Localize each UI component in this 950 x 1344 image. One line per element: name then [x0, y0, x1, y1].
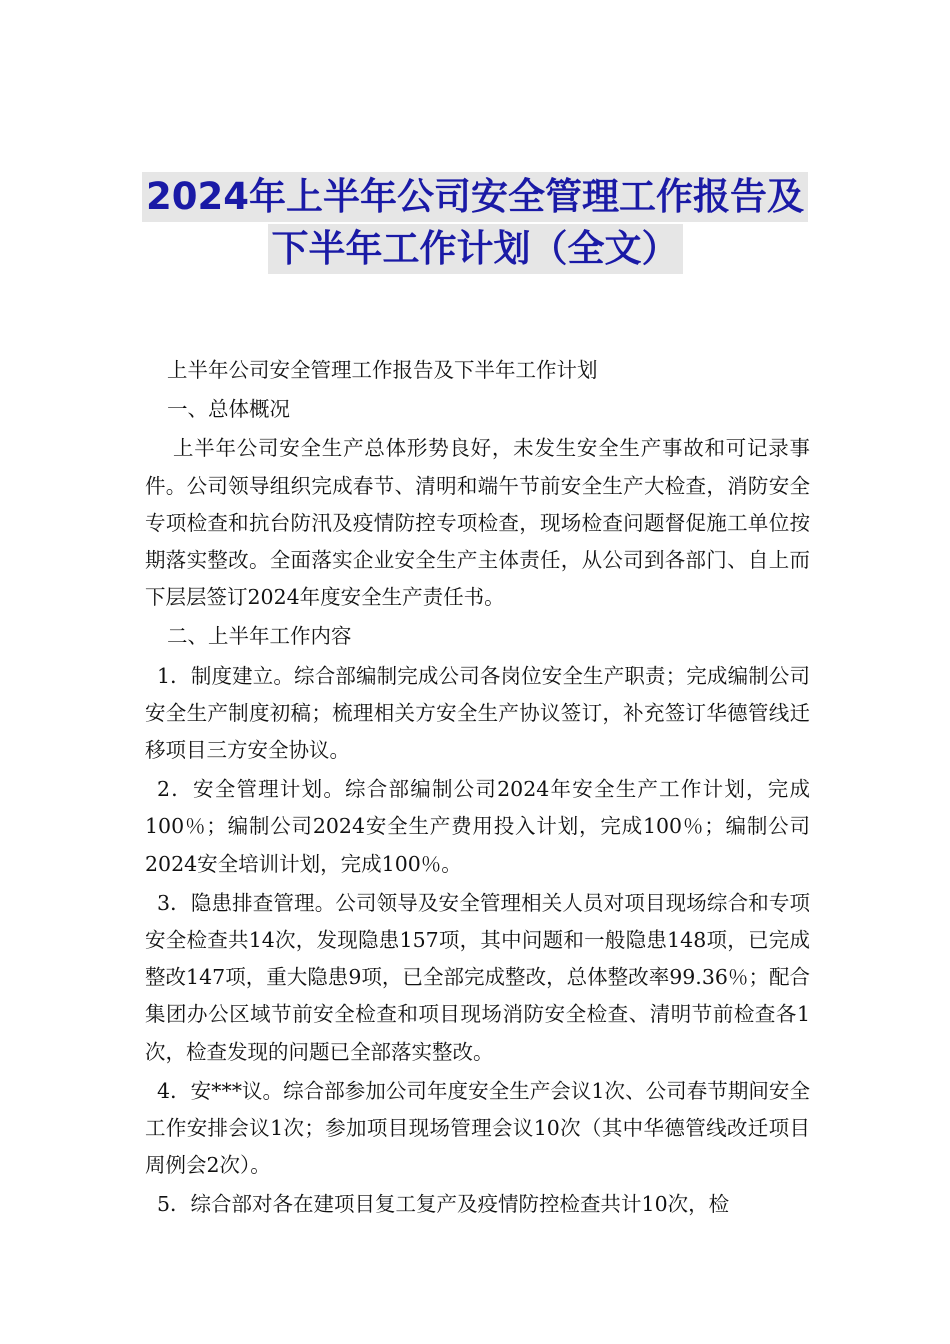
overview-paragraph: 上半年公司安全生产总体形势良好，未发生安全生产事故和可记录事件。公司领导组织完成春节、清明和端午节前安全生产大检查，消防安全专项检查和抗台防汛及疫情防控专项检查，现场检查问题督促施工单位按期落实整改。全面落实企业安全生产主体责任，从公司到各部门、自上而下层层签订2024年度安全生产责任书。 [145, 436, 810, 610]
list-item-1: 1．制度建立。综合部编制完成公司各岗位安全生产职责；完成编制公司安全生产制度初稿；梳理相关方安全生产协议签订，补充签订华德管线迁移项目三方安全协议。 [145, 663, 810, 763]
list-item-2: 2．安全管理计划。综合部编制公司2024年安全生产工作计划，完成100％；编制公司2024安全生产费用投入计划，完成100％；编制公司2024安全培训计划，完成100％。 [145, 777, 810, 876]
list-item-3: 3．隐患排查管理。公司领导及安全管理相关人员对项目现场综合和专项安全检查共14次，发现隐患157项，其中问题和一般隐患148项，已完成整改147项，重大隐患9项，已全部完成整改，总体整改率99.36％；配合集团办公区域节前安全检查和项目现场消防安全检查、清明节前检查各1次，检查发现的问题已全部落实整改。 [145, 890, 810, 1064]
section-heading-work-content: 二、上半年工作内容 [167, 624, 352, 649]
list-item-5: 5．综合部对各在建项目复工复产及疫情防控检查共计10次，检 [157, 1192, 730, 1217]
section-heading-overview: 一、总体概况 [167, 397, 290, 422]
subtitle: 上半年公司安全管理工作报告及下半年工作计划 [167, 358, 598, 382]
title-line-1: 2024年上半年公司安全管理工作报告及 [142, 172, 808, 222]
list-item-4: 4．安***议。综合部参加公司年度安全生产会议1次、公司春节期间安全工作安排会议1次；参加项目现场管理会议10次（其中华德管线改迁项目周例会2次）。 [145, 1078, 810, 1178]
document-title [0, 172, 950, 276]
title-line-2: 下半年工作计划（全文） [268, 224, 683, 274]
document-body [145, 352, 810, 1224]
